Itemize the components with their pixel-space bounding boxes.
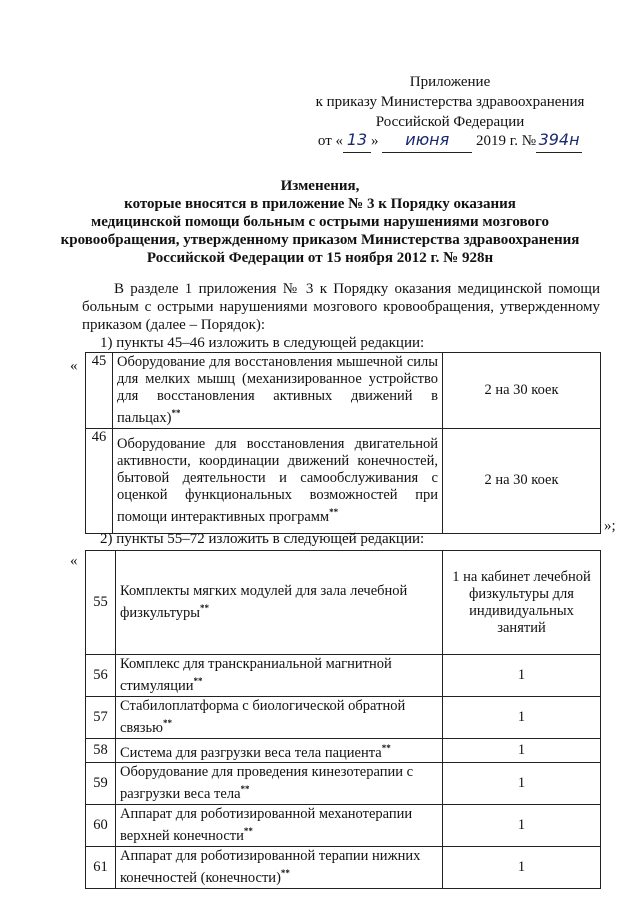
table-row [86, 738, 601, 763]
date-mid: » [371, 133, 379, 149]
row-quantity: 1 [443, 696, 601, 738]
intro-line-1: В разделе 1 приложения № 3 к Порядку оказания медицинской помощи [114, 281, 600, 297]
row-name-text: Комплекты мягких модулей для зала лечебной физкультуры [120, 583, 408, 621]
footnote-mark: ** [171, 408, 181, 418]
order-number: 394н [536, 128, 582, 153]
table-row [86, 428, 601, 533]
row-name [113, 428, 443, 533]
row-name [116, 655, 443, 697]
row-quantity: 1 на кабинет лечебной физкультуры для индивидуальных занятий [443, 551, 601, 655]
footnote-mark: ** [162, 717, 172, 728]
table-row [86, 847, 601, 889]
date-month: июня [382, 128, 472, 153]
row-number: 45 [86, 353, 113, 429]
row-name-text: Аппарат для роботизированной терапии нижних конечностей (конечности) [120, 848, 421, 886]
footnote-mark: ** [381, 742, 391, 753]
footnote-mark: ** [329, 506, 339, 517]
equipment-table-1 [85, 352, 601, 534]
date-year: 2019 г. № [476, 133, 537, 149]
row-name-text: Система для разгрузки веса тела пациента [120, 744, 382, 761]
row-name [113, 353, 443, 429]
federation-label: Российской Федерации [375, 114, 525, 130]
row-name [116, 738, 443, 763]
intro-line-3: приказом (далее – Порядок): [82, 317, 266, 333]
row-number: 59 [86, 763, 116, 805]
row-quantity: 1 [443, 738, 601, 763]
footnote-mark: ** [193, 676, 203, 686]
table-row [86, 696, 601, 738]
row-name-text: Комплекс для транскраниальной магнитной стимуляции [120, 656, 392, 694]
row-quantity: 1 [443, 805, 601, 847]
row-number: 46 [86, 428, 113, 533]
table-row [86, 763, 601, 805]
doc-title: Изменения, [280, 178, 360, 194]
row-quantity: 1 [443, 763, 601, 805]
intro-line-2: больным с острыми нарушениями мозгового кровообращения, утвержденному [82, 299, 600, 315]
doc-subtitle-1: которые вносятся в приложение № 3 к Порядку оказания [124, 196, 516, 212]
date-prefix: от « [317, 133, 344, 149]
item-1-text: 1) пункты 45–46 изложить в следующей редакции: [100, 335, 425, 351]
table-row [86, 655, 601, 697]
row-name [116, 847, 443, 889]
row-name-text: Оборудование для проведения кинезотерапии с разгрузки веса тела [120, 764, 414, 803]
row-name-text: Стабилоплатформа с биологической обратной связью [120, 697, 406, 736]
row-name [116, 763, 443, 805]
table-row [86, 551, 601, 655]
row-quantity: 1 [443, 655, 601, 697]
footnote-mark: ** [280, 868, 290, 879]
footnote-mark: ** [200, 603, 210, 614]
footnote-mark: ** [240, 784, 250, 795]
quote-open-1: « [70, 358, 78, 374]
item-2-text: 2) пункты 55–72 изложить в следующей редакции: [100, 531, 425, 547]
row-name [116, 551, 443, 655]
row-name-text: Оборудование для восстановления мышечной силы для мелких мышц (механизированное устройство для восстановления активных движений в пальцах) [117, 354, 438, 426]
row-name [116, 805, 443, 847]
row-quantity: 1 [443, 847, 601, 889]
table-row [86, 353, 601, 429]
row-name-text: Аппарат для роботизированной механотерапии верхней конечности [120, 806, 413, 845]
table-row [86, 805, 601, 847]
quote-close-1: »; [604, 518, 616, 534]
equipment-table-2 [85, 550, 601, 889]
order-date-line [300, 128, 600, 153]
doc-subtitle-2: медицинской помощи больным с острыми нарушениями мозгового [91, 214, 549, 230]
row-name [116, 696, 443, 738]
order-reference: к приказу Министерства здравоохранения [315, 94, 585, 110]
row-number: 58 [86, 738, 116, 763]
appendix-label: Приложение [409, 74, 491, 90]
row-number: 57 [86, 696, 116, 738]
row-number: 55 [86, 551, 116, 655]
row-number: 60 [86, 805, 116, 847]
quote-open-2: « [70, 553, 78, 569]
row-number: 61 [86, 847, 116, 889]
footnote-mark: ** [243, 826, 253, 837]
date-day: 13 [343, 128, 371, 153]
doc-subtitle-3: кровообращения, утвержденному приказом Министерства здравоохранения [60, 232, 580, 248]
doc-subtitle-4: Российской Федерации от 15 ноября 2012 г. № 928н [146, 250, 494, 266]
row-quantity: 2 на 30 коек [443, 353, 601, 429]
row-name-text: Оборудование для восстановления двигательной активности, координации движений конечностей, бытовой деятельности и самообслуживания с оценкой функциональных возможностей при помощи интерактивных программ [117, 435, 438, 525]
row-number: 56 [86, 655, 116, 697]
row-quantity: 2 на 30 коек [443, 428, 601, 533]
